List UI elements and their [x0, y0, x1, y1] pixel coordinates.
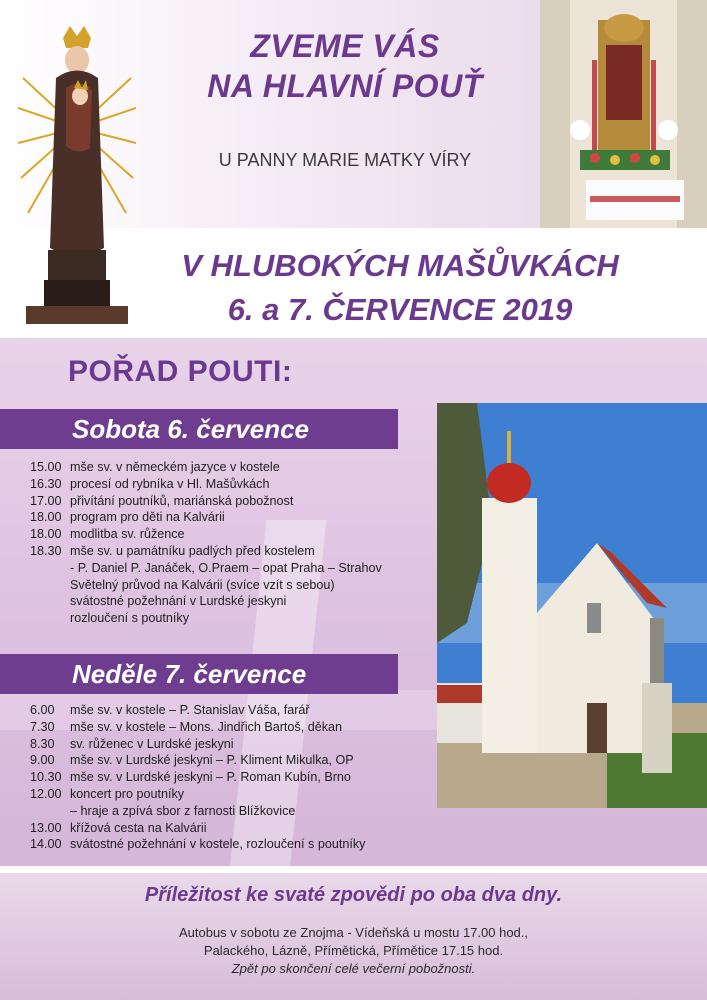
schedule-row — [30, 803, 450, 820]
schedule-text: program pro děti na Kalvárii — [70, 510, 225, 525]
schedule-time — [30, 577, 70, 594]
schedule-row — [30, 836, 450, 853]
schedule-text: - P. Daniel P. Janáček, O.Praem – opat Praha – Strahov — [70, 560, 382, 575]
schedule-time: 7.30 — [30, 719, 55, 734]
schedule-time: 13.00 — [30, 820, 62, 835]
schedule-time — [30, 560, 70, 577]
schedule-time: 18.00 — [30, 510, 62, 525]
divider — [0, 866, 707, 873]
invitation-subtitle: U PANNY MARIE MATKY VÍRY — [218, 150, 472, 170]
schedule-text: křížová cesta na Kalvárii — [70, 820, 207, 835]
schedule-row — [30, 543, 450, 560]
schedule-text: mše sv. v kostele – Mons. Jindřich Bartoš, děkan — [70, 719, 343, 734]
saturday-schedule — [30, 459, 450, 627]
schedule-text: modlitba sv. růžence — [70, 527, 185, 542]
madonna-statue-image — [18, 18, 136, 328]
sunday-heading: Neděle 7. července — [0, 654, 398, 694]
schedule-text: mše sv. v Lurdské jeskyni – P. Roman Kubín, Brno — [70, 770, 351, 785]
invitation-title-line1: ZVEME VÁS — [250, 28, 440, 64]
schedule-time: 12.00 — [30, 786, 62, 801]
schedule-row — [30, 526, 450, 543]
invitation-title-line2: NA HLAVNÍ POUŤ — [207, 68, 483, 104]
schedule-row — [30, 736, 450, 753]
schedule-text: rozloučení s poutníky — [70, 611, 190, 626]
date-line: 6. a 7. ČERVENCE 2019 — [227, 292, 573, 327]
schedule-text: svátostné požehnání v kostele, rozloučení s poutníky — [70, 837, 366, 852]
schedule-row — [30, 719, 450, 736]
schedule-text: Světelný průvod na Kalvárii (svíce vzít s sebou) — [70, 577, 335, 592]
schedule-row — [30, 593, 450, 610]
schedule-text: sv. růženec v Lurdské jeskyni — [70, 736, 234, 751]
schedule-time: 18.30 — [30, 543, 62, 558]
schedule-time — [30, 610, 70, 627]
schedule-row — [30, 509, 450, 526]
schedule-time: 8.30 — [30, 736, 55, 751]
schedule-time — [30, 593, 70, 610]
schedule-row — [30, 610, 450, 627]
schedule-text: mše sv. v kostele – P. Stanislav Váša, farář — [70, 703, 310, 717]
schedule-time: 18.00 — [30, 527, 62, 542]
program-title: POŘAD POUTI: — [68, 355, 293, 388]
schedule-row — [30, 459, 450, 476]
schedule-row — [30, 577, 450, 594]
schedule-time: 14.00 — [30, 837, 62, 852]
schedule-row — [30, 752, 450, 769]
schedule-row — [30, 786, 450, 803]
schedule-time: 16.30 — [30, 476, 62, 491]
schedule-time: 9.00 — [30, 753, 55, 768]
schedule-text: svátostné požehnání v Lurdské jeskyni — [70, 594, 287, 609]
invitation-title — [160, 26, 530, 106]
bus-line-1: Autobus v sobotu ze Znojma - Vídeňská u mostu 17.00 hod., — [178, 925, 529, 940]
saturday-heading: Sobota 6. července — [0, 409, 398, 449]
schedule-time — [30, 803, 70, 820]
schedule-time: 6.00 — [30, 703, 55, 717]
place-and-date — [150, 244, 650, 332]
schedule-text: mše sv. v Lurdské jeskyni – P. Kliment Mikulka, OP — [70, 753, 354, 768]
schedule-text: mše sv. u památníku padlých před kostelem — [70, 543, 315, 558]
schedule-row — [30, 493, 450, 510]
church-image — [437, 403, 707, 808]
altar-image — [540, 0, 707, 228]
schedule-text: mše sv. v německém jazyce v kostele — [70, 460, 280, 474]
schedule-text: koncert pro poutníky — [70, 786, 185, 801]
schedule-time: 10.30 — [30, 770, 62, 785]
schedule-text: – hraje a zpívá sbor z farnosti Blížkovice — [70, 803, 296, 818]
sunday-schedule — [30, 702, 450, 853]
schedule-time: 15.00 — [30, 460, 62, 474]
schedule-row — [30, 476, 450, 493]
schedule-row — [30, 769, 450, 786]
schedule-row — [30, 702, 450, 719]
bus-line-2: Palackého, Lázně, Přímětická, Přímětice 17.15 hod. — [203, 943, 504, 958]
schedule-time: 17.00 — [30, 493, 62, 508]
bus-line-3: Zpět po skončení celé večerní pobožnosti. — [231, 961, 476, 976]
bus-info — [0, 924, 707, 978]
schedule-row — [30, 560, 450, 577]
schedule-row — [30, 820, 450, 837]
confession-note: Příležitost ke svaté zpovědi po oba dva dny. — [144, 884, 563, 906]
place-line: V HLUBOKÝCH MAŠŮVKÁCH — [181, 248, 619, 283]
schedule-text: přivítání poutníků, mariánská pobožnost — [70, 493, 294, 508]
schedule-text: procesí od rybníka v Hl. Mašůvkách — [70, 476, 270, 491]
